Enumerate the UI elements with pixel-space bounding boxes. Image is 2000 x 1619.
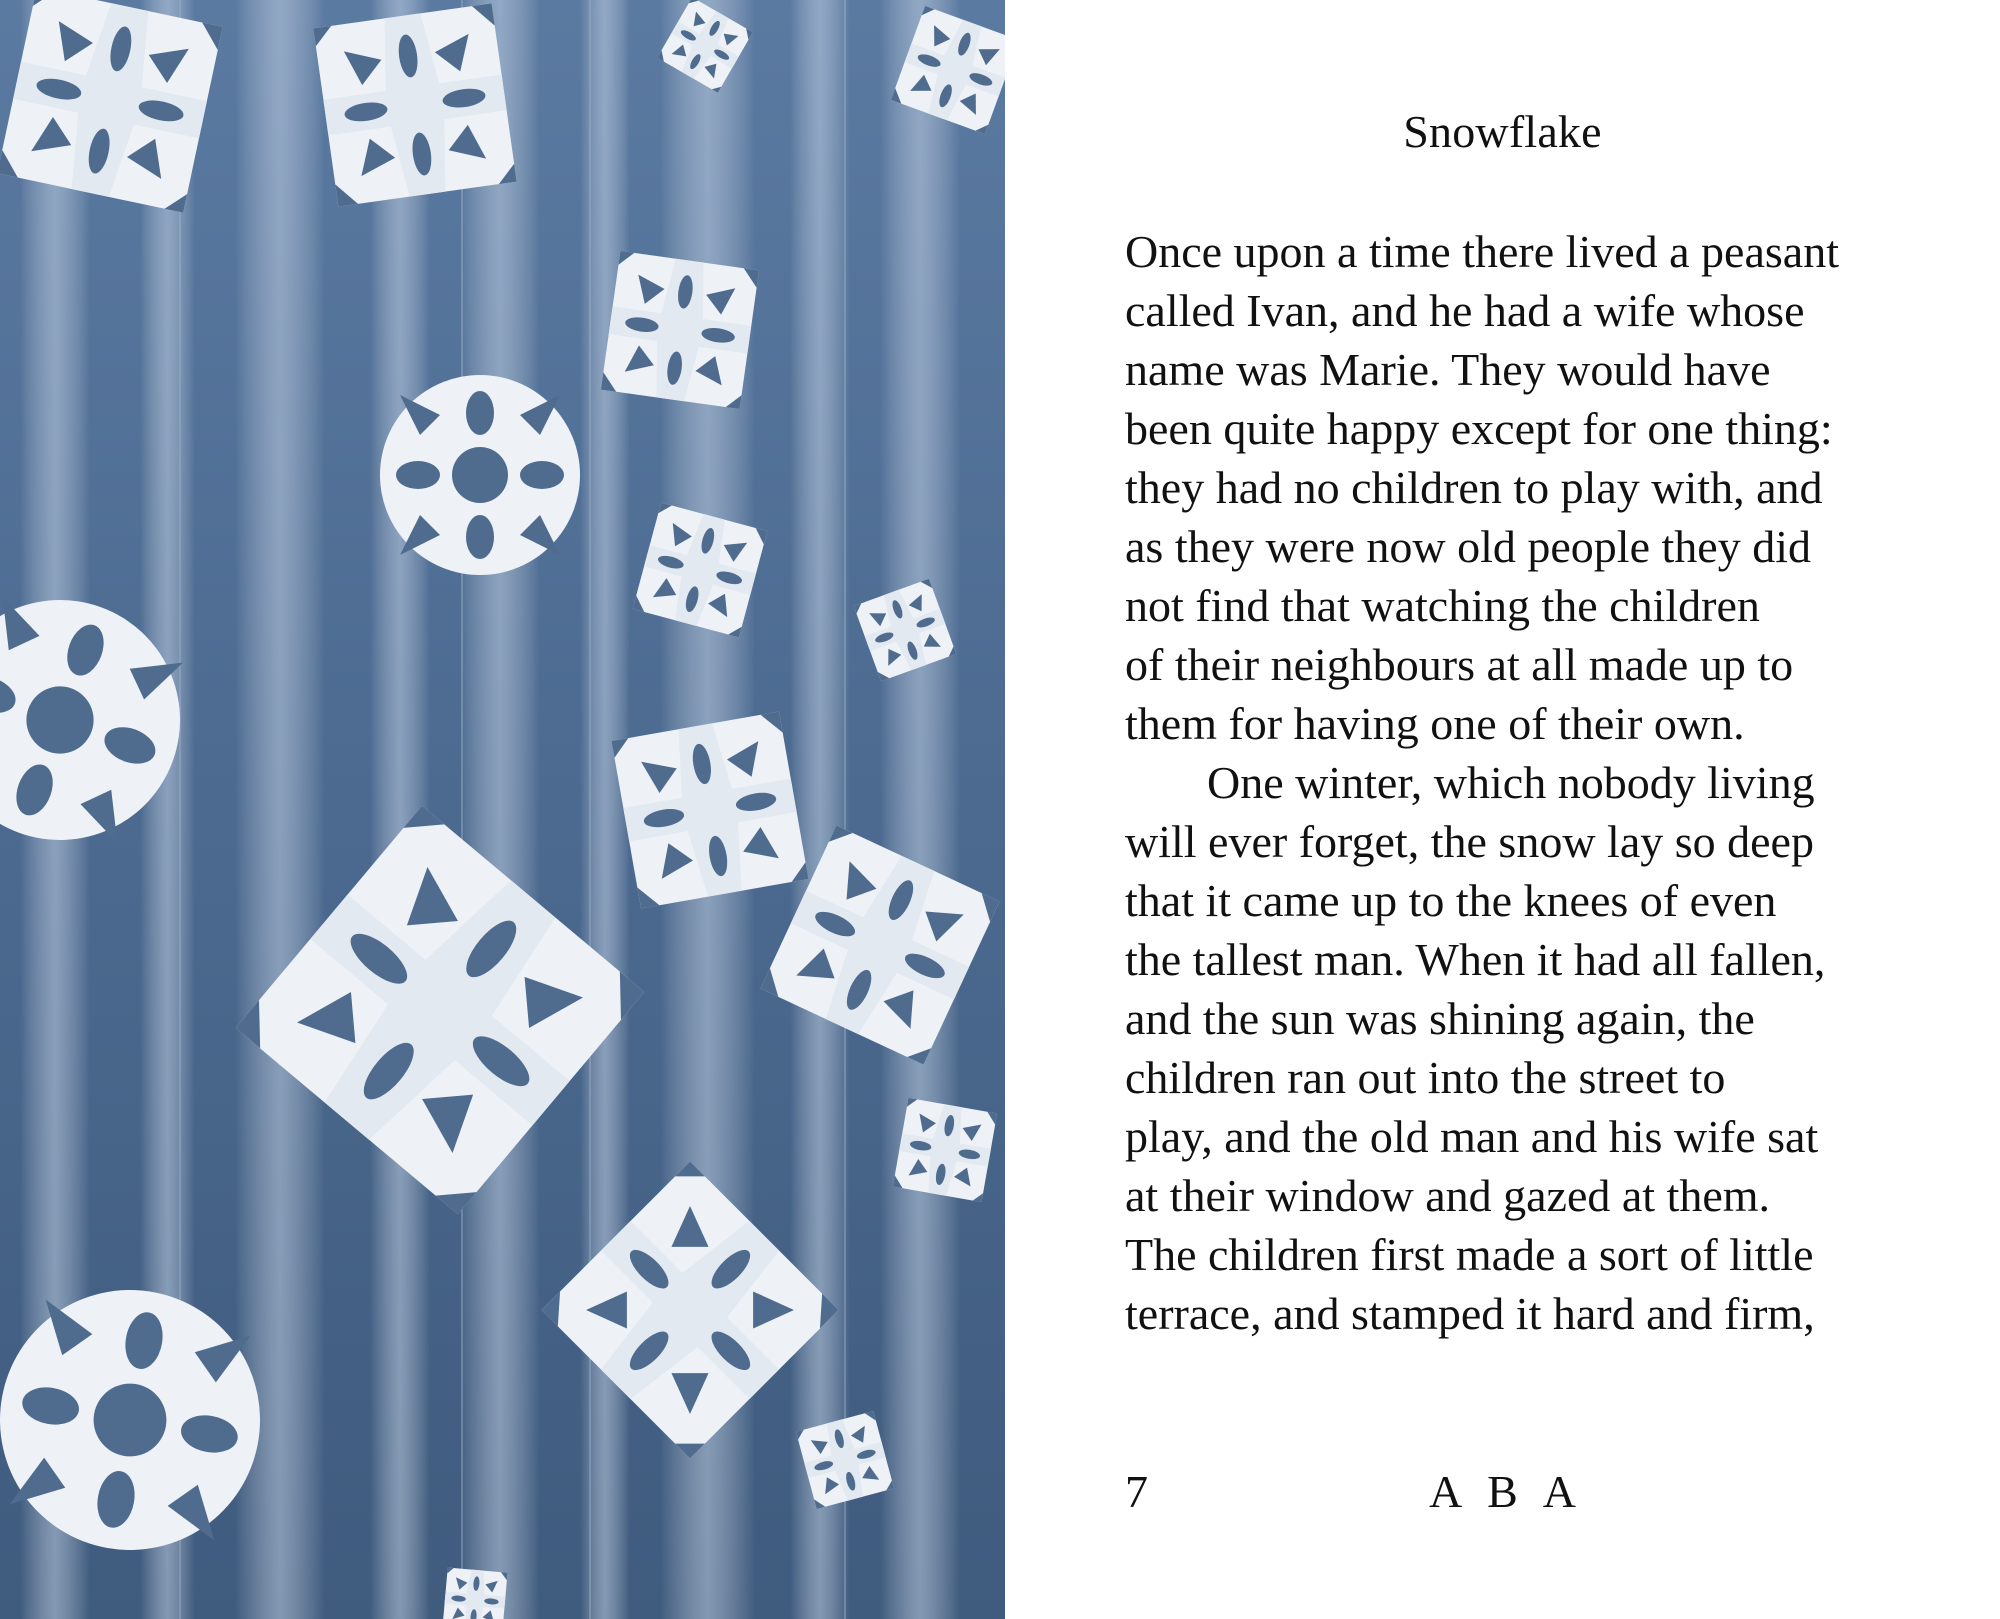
- text-line: they had no children to play with, and: [1125, 462, 1823, 513]
- text-line: that it came up to the knees of even: [1125, 875, 1777, 926]
- page-number: 7: [1125, 1466, 1148, 1517]
- text-line: and the sun was shining again, the: [1125, 993, 1755, 1044]
- story-body: [1125, 222, 1915, 1343]
- text-line: called Ivan, and he had a wife whose: [1125, 285, 1805, 336]
- story-title: Snowflake: [1403, 106, 1602, 157]
- text-line: not find that watching the children: [1125, 580, 1760, 631]
- text-line: of their neighbours at all made up to: [1125, 639, 1794, 690]
- text-line: play, and the old man and his wife sat: [1125, 1111, 1819, 1162]
- text-line: will ever forget, the snow lay so deep: [1125, 816, 1814, 867]
- text-page: [1005, 0, 2000, 1619]
- paragraph-2: [1125, 753, 1915, 1343]
- paragraph-1: [1125, 222, 1915, 753]
- text-line: the tallest man. When it had all fallen,: [1125, 934, 1826, 985]
- text-line: children ran out into the street to: [1125, 1052, 1726, 1103]
- text-line: been quite happy except for one thing:: [1125, 403, 1833, 454]
- text-line: Once upon a time there lived a peasant: [1125, 226, 1839, 277]
- text-line: The children first made a sort of little: [1125, 1229, 1814, 1280]
- running-foot: A B A: [1428, 1466, 1585, 1517]
- text-line: them for having one of their own.: [1125, 698, 1745, 749]
- text-line: as they were now old people they did: [1125, 521, 1811, 572]
- text-line: terrace, and stamped it hard and firm,: [1125, 1288, 1815, 1339]
- text-line: at their window and gazed at them.: [1125, 1170, 1771, 1221]
- text-line: name was Marie. They would have: [1125, 344, 1771, 395]
- text-line: One winter, which nobody living: [1207, 757, 1815, 808]
